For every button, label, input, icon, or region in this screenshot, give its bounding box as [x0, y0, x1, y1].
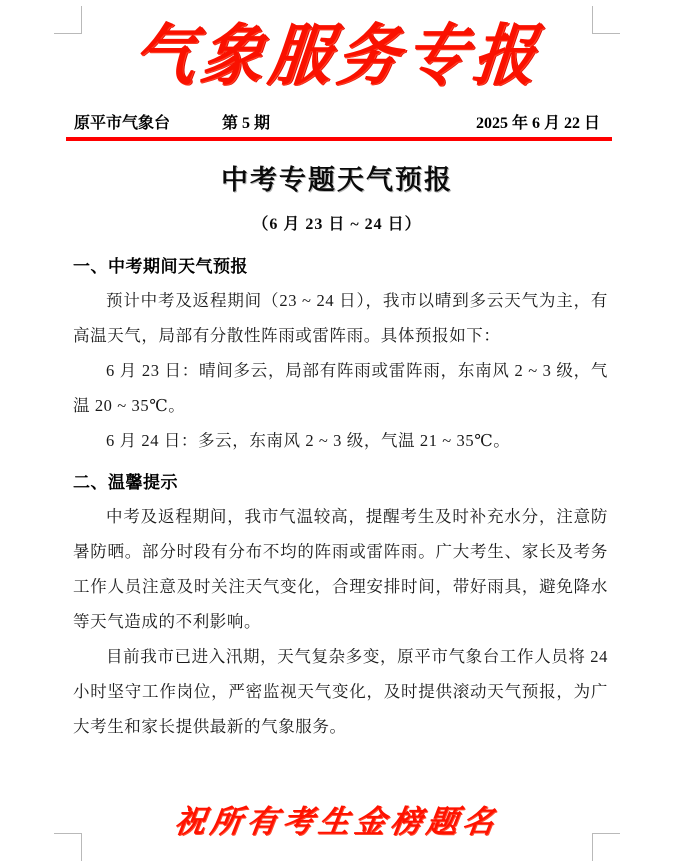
document-subtitle: （6 月 23 日 ~ 24 日）	[252, 216, 422, 233]
issue-line	[64, 110, 610, 133]
issue-number: 第 5 期	[222, 115, 271, 132]
publisher-name: 原平市气象台	[74, 115, 171, 132]
masthead-title: 气象服务专报	[129, 20, 545, 94]
section-heading-tips: 二、温馨提示	[73, 473, 178, 492]
forecast-day-24-paragraph: 6 月 24 日：多云，东南风 2 ~ 3 级，气温 21 ~ 35℃。	[106, 431, 511, 450]
document-body	[64, 252, 610, 744]
publication-date: 2025 年 6 月 22 日	[475, 115, 600, 132]
masthead	[64, 18, 610, 96]
forecast-overview-paragraph: 预计中考及返程期间（23 ~ 24 日），我市以晴到多云天气为主，有高温天气，局部有分散性阵雨或雷阵雨。具体预报如下：	[73, 291, 608, 345]
document-title: 中考专题天气预报	[221, 165, 453, 195]
tips-paragraph-one: 中考及返程期间，我市气温较高，提醒考生及时补充水分，注意防暑防晒。部分时段有分布不均的阵雨或雷阵雨。广大考生、家长及考务工作人员注意及时关注天气变化，合理安排时间，带好雨具，避免降水等天气造成的不利影响。	[73, 507, 608, 631]
tips-paragraph-two: 目前我市已进入汛期，天气复杂多变，原平市气象台工作人员将 24 小时坚守工作岗位，严密监视天气变化，及时提供滚动天气预报，为广大考生和家长提供最新的气象服务。	[73, 647, 608, 736]
footer	[0, 796, 674, 841]
section-heading-forecast: 一、中考期间天气预报	[73, 257, 248, 276]
footer-message: 祝所有考生金榜题名	[172, 804, 502, 839]
forecast-day-23-paragraph: 6 月 23 日：晴间多云，局部有阵雨或雷阵雨，东南风 2 ~ 3 级，气温 20 ~ 35℃。	[73, 361, 608, 415]
red-divider-rule	[66, 137, 612, 141]
